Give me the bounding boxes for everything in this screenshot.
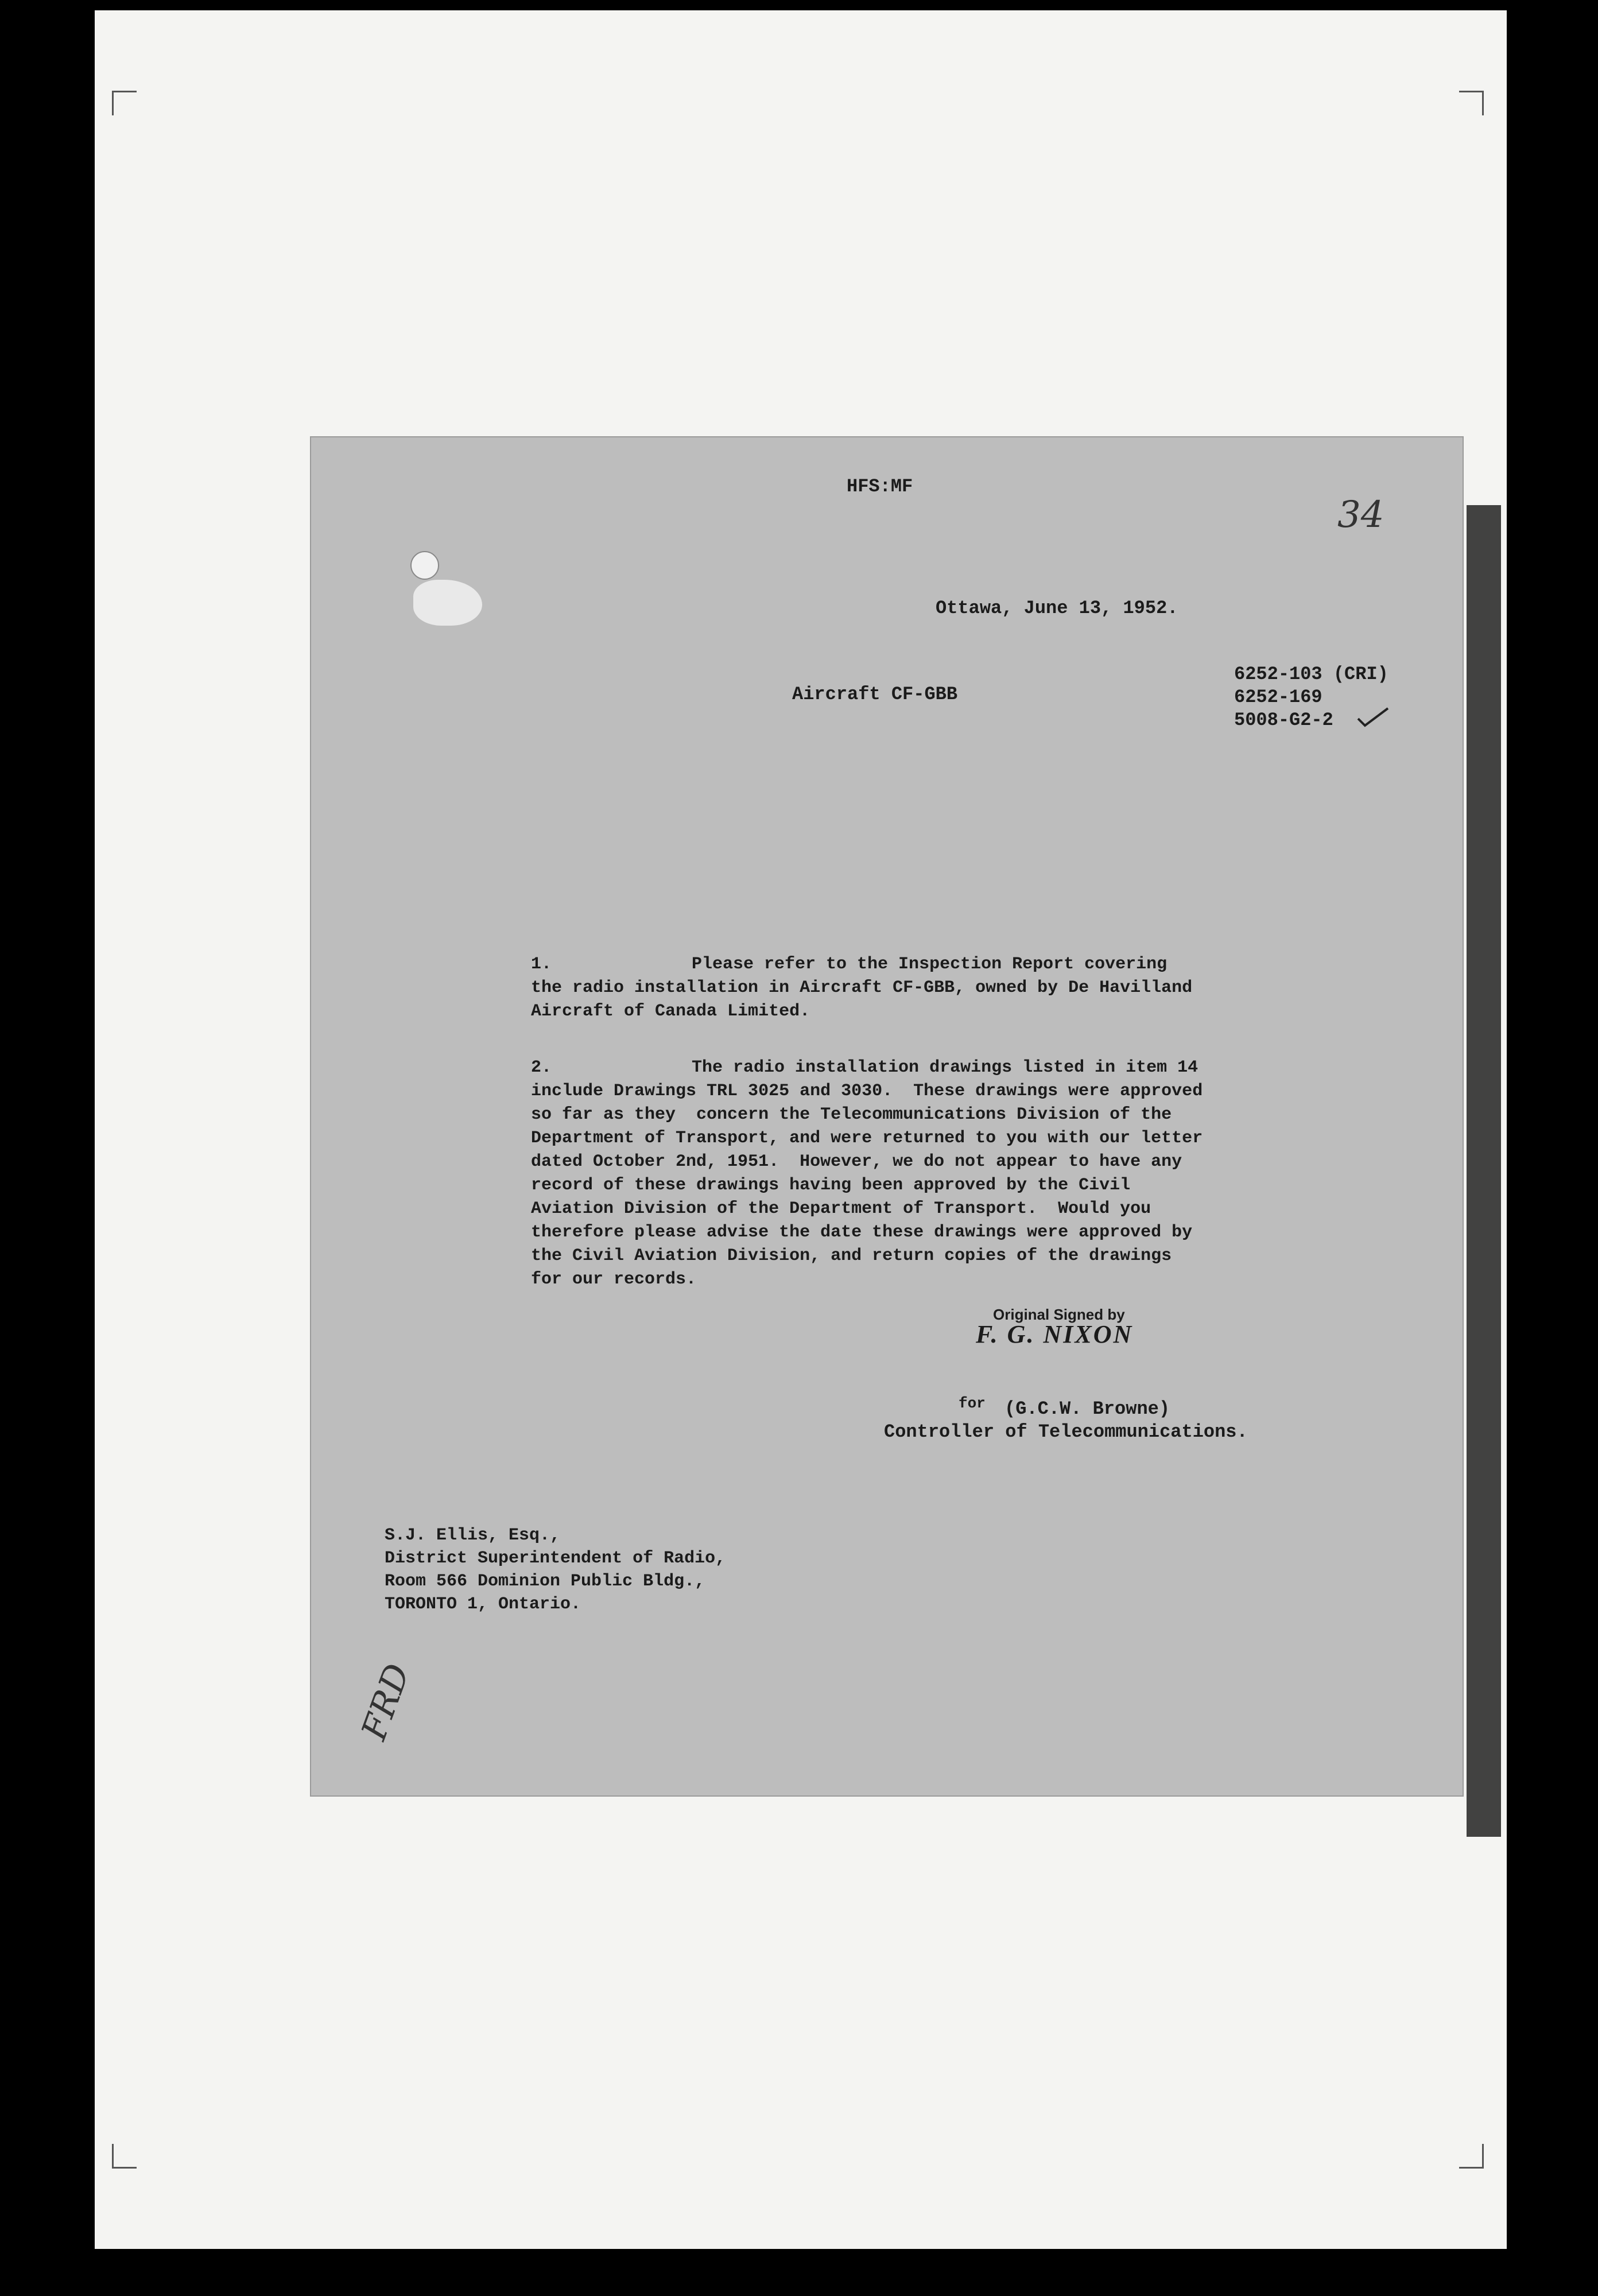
crop-mark-top-right [1459,91,1484,115]
paragraph-number: 2. [531,1058,552,1077]
paragraph-line: the radio installation in Aircraft CF-GBB, owned by De Havilland [531,978,1193,998]
punch-hole-icon [410,551,439,580]
paragraph-line: Department of Transport, and were returned to you with our letter [531,1128,1203,1148]
addressee-block [385,1524,726,1616]
paragraph-line: record of these drawings having been approved by the Civil [531,1176,1131,1195]
paragraph-number: 1. [531,955,552,974]
crop-mark-top-left [112,91,137,115]
file-number-2: 6252-169 [1234,687,1322,708]
paragraph-2 [531,1056,1203,1292]
paragraph-line: the Civil Aviation Division, and return copies of the drawings [531,1246,1172,1266]
paragraph-line: dated October 2nd, 1951. However, we do not appear to have any [531,1152,1182,1172]
paragraph-line: therefore please advise the date these drawings were approved by [531,1223,1193,1242]
paragraph-1 [531,953,1192,1023]
signature-for: for [959,1395,986,1412]
page-edge-shadow [1467,505,1501,1837]
torn-corner [413,580,482,626]
addressee-line: S.J. Ellis, Esq., [385,1526,561,1545]
paragraph-line: Please refer to the Inspection Report covering [692,955,1168,974]
addressee-line: Room 566 Dominion Public Bldg., [385,1572,705,1591]
paragraph-line: include Drawings TRL 3025 and 3030. These drawings were approved [531,1081,1203,1101]
signature-name: F. G. NIXON [976,1320,1134,1348]
signer-name: (G.C.W. Browne) [1004,1398,1170,1420]
reference-initials: HFS:MF [847,476,913,497]
addressee-line: TORONTO 1, Ontario. [385,1595,581,1614]
date-line: Ottawa, June 13, 1952. [936,598,1178,619]
file-number-1: 6252-103 (CRI) [1234,664,1388,685]
handwritten-initials: FRD [354,1658,418,1746]
signature-label: Original Signed by [993,1306,1125,1323]
letter-sheet [310,436,1464,1797]
paragraph-line: The radio installation drawings listed in item 14 [692,1058,1198,1077]
addressee-line: District Superintendent of Radio, [385,1549,726,1568]
signer-title: Controller of Telecommunications. [884,1421,1248,1442]
paragraph-line: for our records. [531,1270,697,1289]
checkmark-icon [1356,706,1390,729]
paragraph-line: Aircraft of Canada Limited. [531,1002,810,1021]
subject-line: Aircraft CF-GBB [792,684,958,705]
crop-mark-bottom-right [1459,2144,1484,2169]
crop-mark-bottom-left [112,2144,137,2169]
paragraph-line: so far as they concern the Telecommunications Division of the [531,1105,1172,1124]
file-number-3: 5008-G2-2 [1234,709,1333,731]
paragraph-line: Aviation Division of the Department of Transport. Would you [531,1199,1151,1219]
page-number-handwritten: 34 [1337,494,1384,536]
